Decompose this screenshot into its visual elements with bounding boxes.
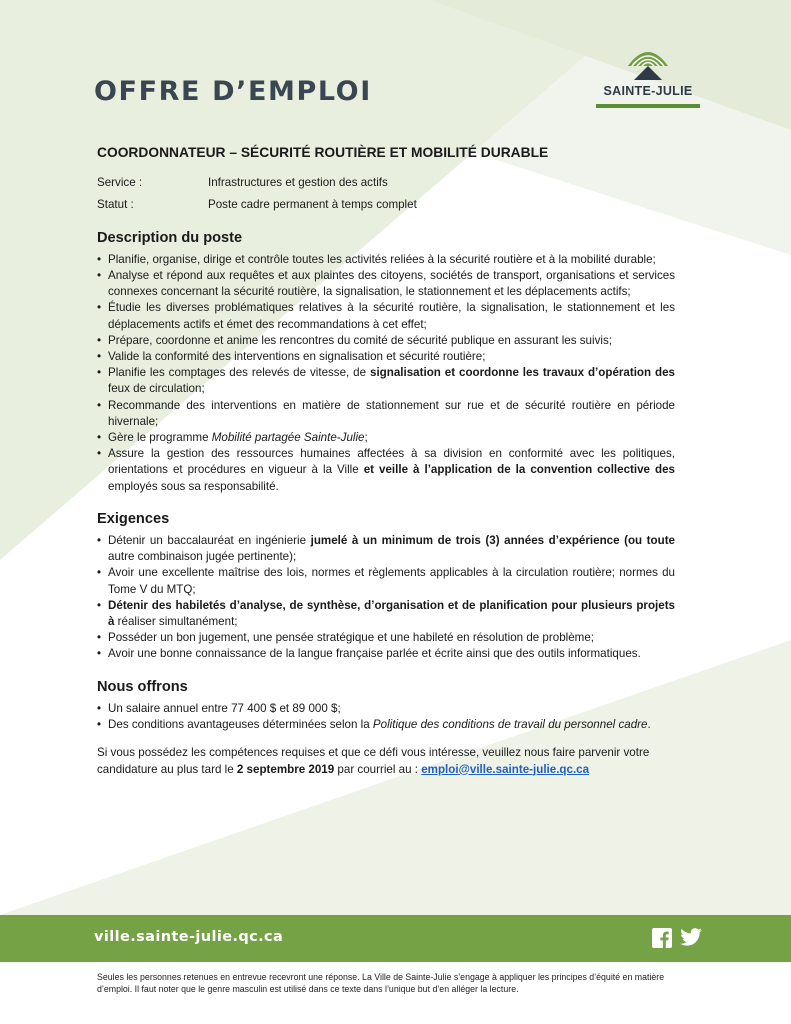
footer-band	[0, 915, 791, 962]
tree-icon	[624, 44, 672, 84]
deadline-date: 2 septembre 2019	[236, 762, 335, 776]
sainte-julie-logo	[596, 44, 700, 114]
list-item: • Valide la conformité des interventions en signalisation et sécurité routière;	[97, 349, 675, 365]
exigences-list	[97, 533, 675, 663]
item-text: ;	[364, 431, 368, 445]
exigences-heading: Exigences	[97, 510, 170, 527]
program-name: Mobilité partagée Sainte-Julie	[211, 431, 365, 445]
item-text: feux de circulation;	[108, 382, 205, 396]
policy-name: Politique des conditions de travail du personnel cadre	[372, 718, 648, 732]
list-item: • Étudie les diverses problématiques relatives à la sécurité routière, la signalisation, le stationnement et les déplacements actifs et émet des recommandations à cet effet;	[97, 300, 675, 332]
item-text: employés sous sa responsabilité.	[108, 479, 279, 493]
facebook-icon[interactable]	[652, 928, 672, 948]
offrons-heading: Nous offrons	[97, 678, 188, 695]
list-item	[97, 717, 675, 733]
list-item: • Avoir une bonne connaissance de la langue française parlée et écrite ainsi que des outils informatiques.	[97, 646, 675, 662]
item-bold-text: signalisation et coordonne les travaux d’opération des	[370, 366, 675, 380]
item-text: Des conditions avantageuses déterminées selon la	[108, 718, 373, 732]
list-item	[97, 446, 675, 495]
item-text: .	[647, 718, 651, 732]
list-item: • Analyse et répond aux requêtes et aux plaintes des citoyens, sociétés de transport, organisations et services connexes concernant la sécurité routière, la signalisation, le stationnement et les déplacements actifs;	[97, 268, 675, 300]
list-item: • Planifie, organise, dirige et contrôle toutes les activités reliées à la sécurité routière et à la mobilité durable;	[97, 252, 675, 268]
website-link[interactable]: ville.sainte-julie.qc.ca	[94, 929, 284, 945]
item-text: autre combinaison jugée pertinente);	[108, 550, 297, 564]
description-heading: Description du poste	[97, 229, 243, 246]
item-text: Assure la gestion des ressources humaines affectées à sa division en conformité avec les politiques, orientations et procédures en vigueur à la Ville	[108, 447, 675, 477]
closing-text: par courriel au :	[334, 762, 422, 776]
service-label: Service :	[97, 176, 143, 190]
list-item: • Recommande des interventions en matière de stationnement sur rue et de sécurité routière en période hivernale;	[97, 398, 675, 430]
list-item: • Avoir une excellente maîtrise des lois, normes et règlements applicables à la circulation routière; normes du Tome V du MTQ;	[97, 565, 675, 597]
service-value: Infrastructures et gestion des actifs	[208, 176, 388, 190]
item-text: Détenir un baccalauréat en ingénierie	[108, 534, 311, 548]
closing-paragraph	[97, 745, 675, 777]
statut-row	[97, 197, 675, 213]
list-item: • Prépare, coordonne et anime les rencontres du comité de sécurité publique en assurant les suivis;	[97, 333, 675, 349]
offrons-list	[97, 701, 675, 733]
service-row	[97, 175, 675, 191]
statut-value: Poste cadre permanent à temps complet	[208, 198, 417, 212]
list-item	[97, 430, 675, 446]
list-item	[97, 533, 675, 565]
item-bold-text: et veille à l’application de la convention collective des	[363, 463, 675, 477]
disclaimer: Seules les personnes retenues en entrevue recevront une réponse. La Ville de Sainte-Julie s’engage à appliquer les principes d’équité en matière d’emploi. Il faut noter que le genre masculin est utilisé dans ce texte dans l’unique but d’en alléger la lecture.	[97, 972, 665, 994]
job-posting	[97, 145, 675, 778]
social-icons	[652, 928, 702, 948]
list-item: • Un salaire annuel entre 77 400 $ et 89 000 $;	[97, 701, 675, 717]
job-title: COORDONNATEUR – SÉCURITÉ ROUTIÈRE ET MOBILITÉ DURABLE	[97, 145, 549, 160]
description-list	[97, 252, 675, 495]
email-link[interactable]: emploi@ville.sainte-julie.qc.ca	[421, 762, 590, 776]
logo-underline	[596, 104, 700, 108]
list-item	[97, 598, 675, 630]
list-item	[97, 365, 675, 397]
item-bold-text: Détenir des habiletés d’analyse, de synthèse, d’organisation et de planification pour plusieurs projets à	[108, 598, 675, 629]
logo-text: SAINTE-JULIE	[603, 84, 693, 98]
statut-label: Statut :	[97, 198, 134, 212]
twitter-icon[interactable]	[680, 928, 702, 946]
item-text: Planifie les comptages des relevés de vitesse, de	[108, 366, 370, 380]
item-bold-text: jumelé à un minimum de trois (3) années d’expérience (ou toute	[310, 534, 676, 548]
item-text: réaliser simultanément;	[114, 615, 238, 629]
closing-text: Si vous possédez les compétences requises et que ce défi vous intéresse, veuillez nous faire parvenir votre candidature au plus tard le	[97, 746, 650, 776]
page-title: OFFRE D’EMPLOI	[94, 76, 372, 107]
item-text: Gère le programme	[108, 431, 212, 445]
list-item: • Posséder un bon jugement, une pensée stratégique et une habileté en résolution de problème;	[97, 630, 675, 646]
